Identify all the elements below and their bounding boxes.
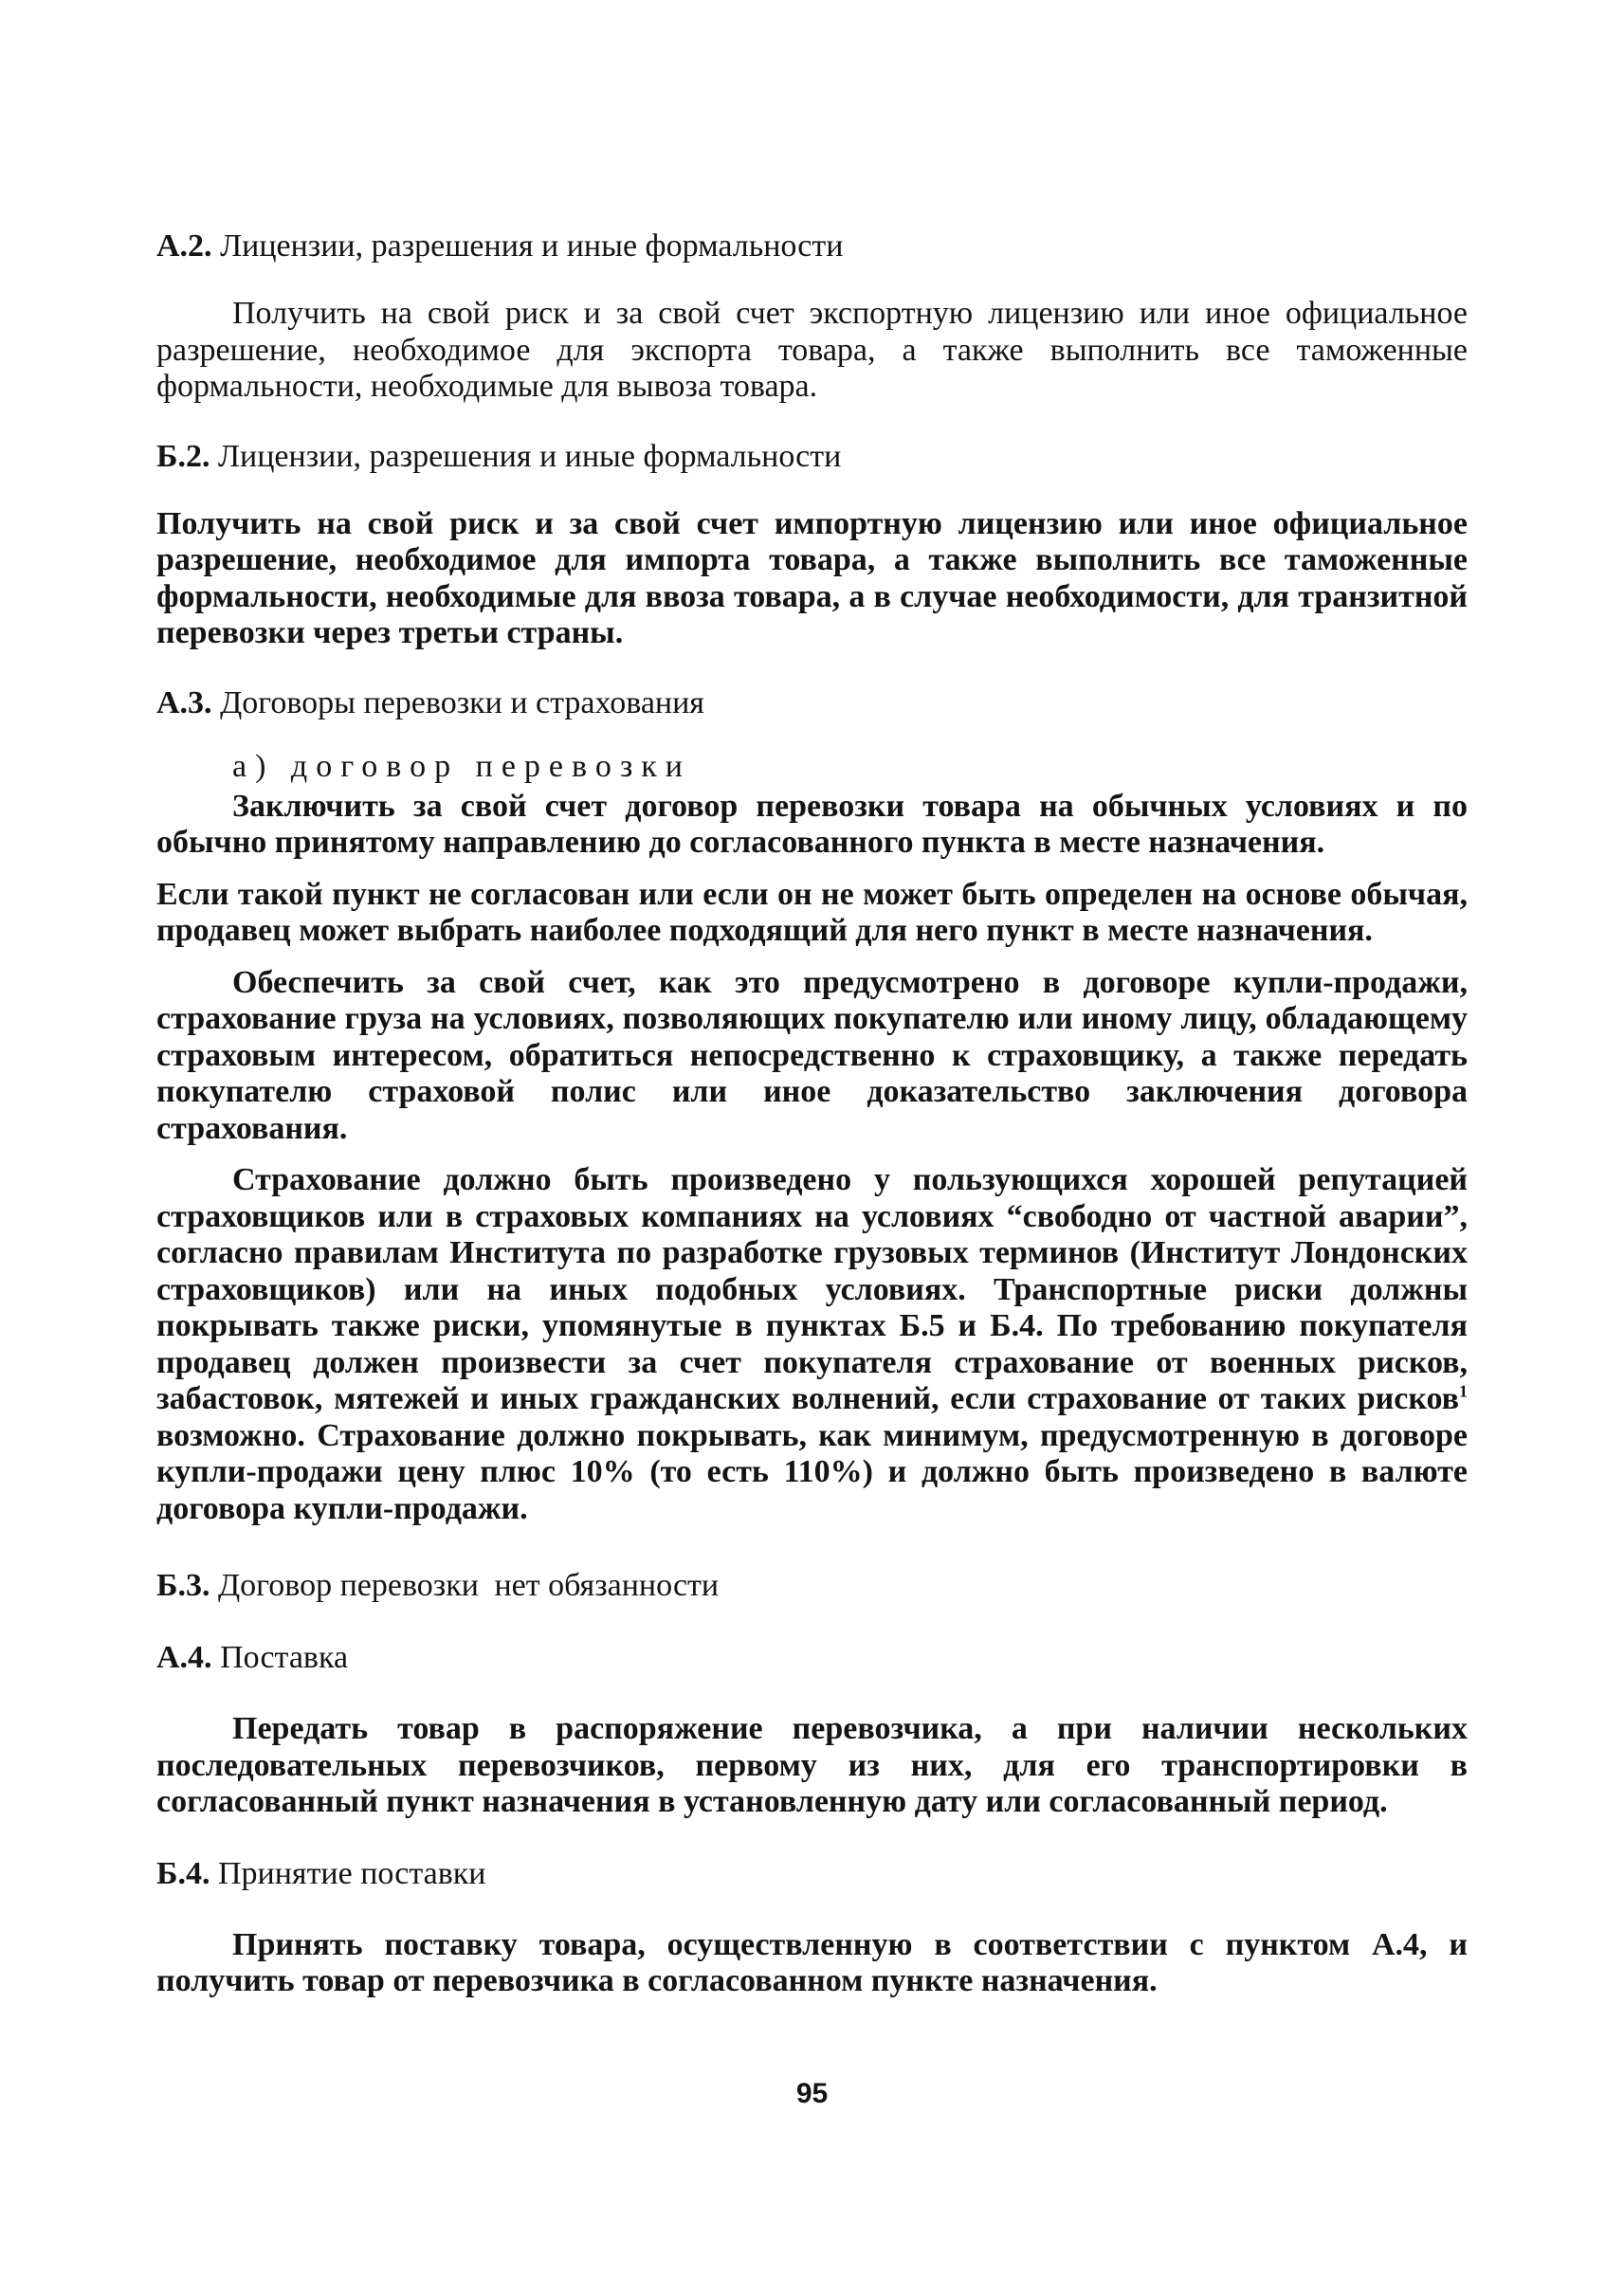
section-title: Лицензии, разрешения и иные формальности [217,438,842,474]
section-title: Лицензии, разрешения и иные формальности [220,228,844,264]
section-paragraph: Передать товар в распоряжение перевозчика, а при наличии нескольких последовательных перевозчиков, первому из них, для его транспортировки в согласованный пункт назначения в установленную дату или согласованный период. [156,1711,1468,1819]
paragraph-text: Страхование должно быть произведено у пользующихся хорошей репутацией страховщиков или в страховых компаниях на условиях “свободно от частной аварии”, согласно правилам Института по разработке грузовых терминов (Институт Лондонских страховщиков) или на иных подобных условиях. Транспортные риски должны покрывать также риски, упомянутые в пунктах Б.5 и Б.4. По требованию покупателя продавец должен произвести за счет покупателя страхование от военных рисков, забастовок, мятежей и иных гражданских волнений, если страхование от таких рисков [156,1162,1468,1416]
section-title: Поставка [220,1640,349,1675]
section-paragraph: Принять поставку товара, осуществленную в соответствии с пунктом А.4, и получить товар от перевозчика в согласованном пункте назначения. [156,1926,1468,1998]
section-number: Б.4. [156,1855,210,1891]
section-paragraph: Если такой пункт не согласован или если он не может быть определен на основе обычая, продавец может выбрать наиболее подходящий для него пункт в месте назначения. [156,876,1468,948]
subsection-heading: а) договор перевозки [232,748,691,784]
section-number: Б.3. [156,1568,210,1603]
paragraph-text: возможно. Страхование должно покрывать, как минимум, предусмотренную в договоре купли-продажи цену плюс 10% (то есть 110%) и должно быть произведено в валюте договора купли-продажи. [156,1417,1468,1526]
section-paragraph: Получить на свой риск и за свой счет импортную лицензию или иное официальное разрешение, необходимое для импорта товара, а также выполнить все таможенные формальности, необходимые для ввоза товара, а в случае необходимости, для транзитной перевозки через третьи страны. [156,505,1468,650]
section-number: А.2. [156,228,212,264]
page-number: 95 [795,2078,829,2109]
section-heading-a4 [156,1639,1468,1677]
section-number: Б.2. [156,438,210,474]
footnote-marker[interactable]: 1 [1459,1381,1468,1401]
document-page [156,228,1468,2000]
section-title: Договоры перевозки и страхования [220,684,704,720]
section-heading-b3 [156,1567,1468,1605]
section-paragraph: Обеспечить за свой счет, как это предусмотрено в договоре купли-продажи, страхование груза на условиях, позволяющих покупателю или иному лицу, обладающему страховым интересом, обратиться непосредственно к страховщику, а также передать покупателю страховой полис или иное доказательство заключения договора страхования. [156,964,1468,1146]
section-paragraph [156,1162,1468,1527]
section-title: Принятие поставки [217,1855,486,1891]
section-heading-a3 [156,684,1468,722]
section-note: нет обязанности [494,1568,720,1603]
section-number: А.4. [156,1640,212,1675]
section-paragraph: Получить на свой риск и за свой счет экспортную лицензию или иное официальное разрешение, необходимое для экспорта товара, а также выполнить все таможенные формальности, необходимые для вывоза товара. [156,296,1468,404]
section-heading-a2 [156,228,1468,265]
section-number: А.3. [156,684,212,720]
section-title: Договор перевозки [217,1568,479,1603]
section-heading-b4 [156,1855,1468,1893]
section-heading-b2 [156,438,1468,476]
section-paragraph: Заключить за свой счет договор перевозки товара на обычных условиях и по обычно принятому направлению до согласованного пункта в месте назначения. [156,788,1468,860]
